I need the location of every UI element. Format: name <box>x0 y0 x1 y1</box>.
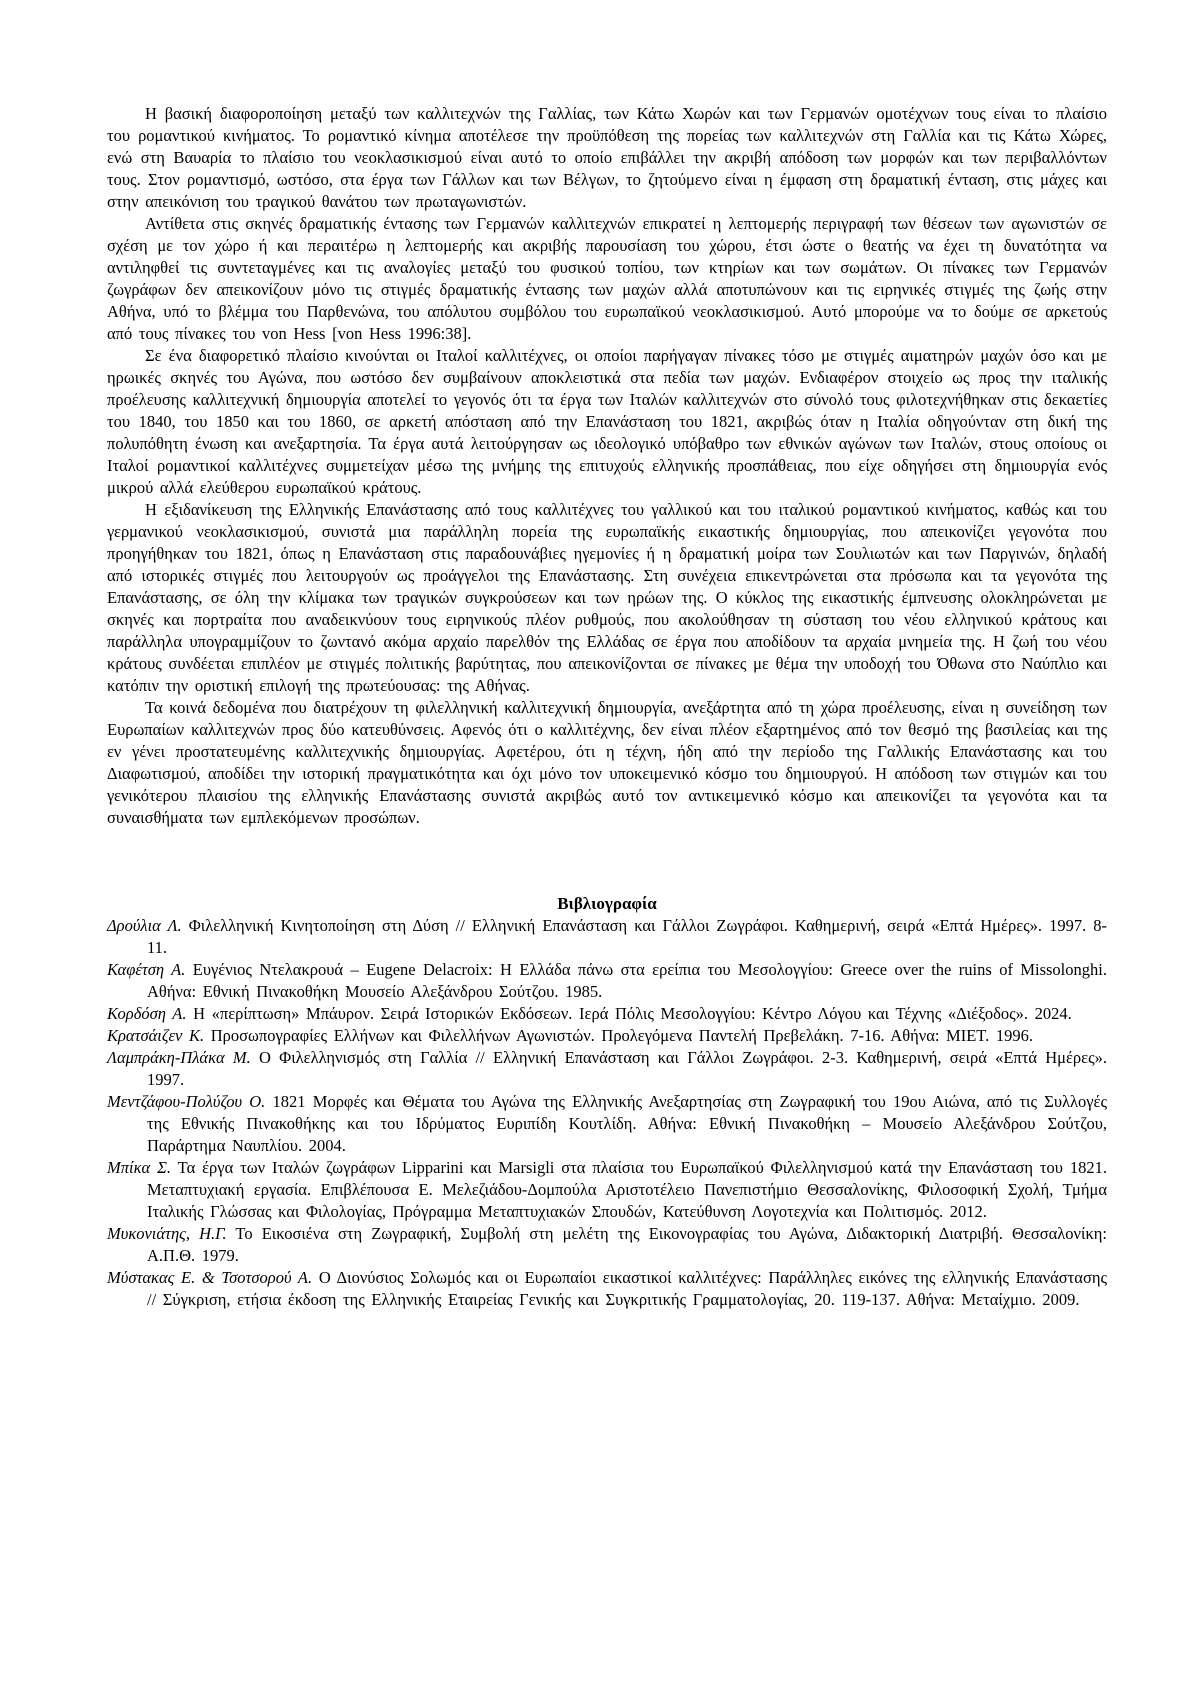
bibliography-entry-9 <box>107 1267 1107 1311</box>
bibliography-heading: Βιβλιογραφία <box>557 894 657 913</box>
bibliography-entry-text: Το Εικοσιένα στη Ζωγραφική, Συμβολή στη μελέτη της Εικονογραφίας του Αγώνα, Διδακτορική Διατριβή. Θεσσαλονίκη: Α.Π.Θ. 1979. <box>147 1224 1107 1265</box>
bibliography-entry-author: Μεντζάφου-Πολύζου Ο. <box>107 1092 266 1111</box>
bibliography-entry-author: Λαμπράκη-Πλάκα Μ. <box>107 1048 251 1067</box>
bibliography-entry-author: Κορδόση Α. <box>107 1004 187 1023</box>
body-paragraph-2: Αντίθετα στις σκηνές δραματικής έντασης των Γερμανών καλλιτεχνών επικρατεί η λεπτομερής περιγραφή των θέσεων των αγωνιστών σε σχέση με τον χώρο ή και περαιτέρω η λεπτομερής και ακριβής παρουσίαση του χώρου, έτσι ώστε ο θεατής να έχει τη δυνατότητα να αντιληφθεί τις συντεταγμένες και τις αναλογίες μεταξύ του φυσικού τοπίου, των κτηρίων και των σωμάτων. Οι πίνακες των Γερμανών ζωγράφων δεν απεικονίζουν μόνο τις στιγμές δραματικής έντασης των μαχών αλλά αποτυπώνουν και τις ειρηνικές στιγμές της ζωής στην Αθήνα, υπό το βλέμμα του Παρθενώνα, του απόλυτου συμβόλου του ευρωπαϊκού νεοκλασικισμού. Αυτό μπορούμε να το δούμε σε αρκετούς από τους πίνακες του von Hess [von Hess 1996:38]. <box>107 214 1107 343</box>
bibliography-entry-author: Μύστακας Ε. & Τσοτσορού Α. <box>107 1268 313 1287</box>
bibliography-entry-author: Μυκονιάτης, Η.Γ. <box>107 1224 227 1243</box>
bibliography-entry-7 <box>107 1157 1107 1223</box>
bibliography-entry-2 <box>107 959 1107 1003</box>
bibliography-entry-text: Ο Φιλελληνισμός στη Γαλλία // Ελληνική Επανάσταση και Γάλλοι Ζωγράφοι. 2-3. Καθημερινή, σειρά «Επτά Ημέρες». 1997. <box>147 1048 1108 1089</box>
body-paragraph-4: Η εξιδανίκευση της Ελληνικής Επανάστασης από τους καλλιτέχνες του γαλλικού και του ιταλικού ρομαντικού κινήματος, καθώς και του γερμανικού νεοκλασικισμού, συνιστά μια παράλληλη πορεία της ευρωπαϊκής εικαστικής δημιουργίας, που απεικονίζει γεγονότα που προηγήθηκαν του 1821, όπως η Επανάσταση στις παραδουνάβιες ηγεμονίες ή η δραματική μοίρα των Σουλιωτών και των Παργινών, δηλαδή από ιστορικές στιγμές που λειτουργούν ως προάγγελοι της Επανάστασης. Στη συνέχεια επικεντρώνεται στα πρόσωπα και τα γεγονότα της Επανάστασης, σε όλη την κλίμακα των τραγικών συγκρούσεων και των ηρώων της. Ο κύκλος της εικαστικής έμπνευσης ολοκληρώνεται με σκηνές και πορτραίτα που αναδεικνύουν τους ειρηνικούς πλέον ρυθμούς, που ακολούθησαν τη σύσταση του νέου ελληνικού κράτους και παράλληλα υπογραμμίζουν το ζωντανό ακόμα αρχαίο παρελθόν της Ελλάδας σε έργα που αποδίδουν τα αρχαία μνημεία της. Η ζωή του νέου κράτους συνδέεται επιπλέον με στιγμές πολιτικής βαρύτητας, που απεικονίζονται σε πίνακες με θέμα την υποδοχή του Όθωνα στο Ναύπλιο και κατόπιν την οριστική επιλογή της πρωτεύουσας: της Αθήνας. <box>107 500 1107 695</box>
bibliography-entry-author: Καφέτση Α. <box>107 960 186 979</box>
bibliography-entry-text: Η «περίπτωση» Μπάυρον. Σειρά Ιστορικών Εκδόσεων. Ιερά Πόλις Μεσολογγίου: Κέντρο Λόγου και Τέχνης «Διέξοδος». 2024. <box>193 1004 1072 1023</box>
bibliography-entry-8 <box>107 1223 1107 1267</box>
bibliography-entry-3 <box>107 1003 1107 1025</box>
bibliography-list <box>107 915 1107 1311</box>
bibliography-entry-text: 1821 Μορφές και Θέματα του Αγώνα της Ελληνικής Ανεξαρτησίας στη Ζωγραφική του 19ου Αιώνα, από τις Συλλογές της Εθνικής Πινακοθήκης και του Ιδρύματος Ευριπίδη Κουτλίδη. Αθήνα: Εθνική Πινακοθήκη – Μουσείο Αλεξάνδρου Σούτζου, Παράρτημα Ναυπλίου. 2004. <box>147 1092 1107 1155</box>
bibliography-entry-4 <box>107 1025 1107 1047</box>
bibliography-entry-author: Μπίκα Σ. <box>107 1158 172 1177</box>
page-content <box>107 103 1107 1311</box>
body-paragraph-1: Η βασική διαφοροποίηση μεταξύ των καλλιτεχνών της Γαλλίας, των Κάτω Χωρών και των Γερμανών ομοτέχνων τους είναι το πλαίσιο του ρομαντικού κινήματος. Το ρομαντικό κίνημα αποτέλεσε την προϋπόθεση της πορείας των καλλιτεχνών στη Γαλλία και τις Κάτω Χώρες, ενώ στη Βαυαρία το πλαίσιο του νεοκλασικισμού είναι αυτό το οποίο επιβάλλει την ακριβή απόδοση των μορφών και των περιβαλλόντων τους. Στον ρομαντισμό, ωστόσο, στα έργα των Γάλλων και των Βέλγων, το ζητούμενο είναι η έμφαση στη δραματική ένταση, στις μάχες και στην απεικόνιση του τραγικού θανάτου των πρωταγωνιστών. <box>107 104 1107 211</box>
bibliography-entry-author: Δρούλια Λ. <box>107 916 182 935</box>
bibliography-entry-text: Προσωπογραφίες Ελλήνων και Φιλελλήνων Αγωνιστών. Προλεγόμενα Παντελή Πρεβελάκη. 7-16. Αθήνα: ΜΙΕΤ. 1996. <box>210 1026 1034 1045</box>
bibliography-entry-text: Φιλελληνική Κινητοποίηση στη Δύση // Ελληνική Επανάσταση και Γάλλοι Ζωγράφοι. Καθημερινή, σειρά «Επτά Ημέρες». 1997. 8-11. <box>147 916 1107 957</box>
bibliography-entry-text: Τα έργα των Ιταλών ζωγράφων Lipparini και Marsigli στα πλαίσια του Ευρωπαϊκού Φιλελληνισμού κατά την Επανάσταση του 1821. Μεταπτυχιακή εργασία. Επιβλέπουσα Ε. Μελεζιάδου-Δομπούλα Αριστοτέλειο Πανεπιστήμιο Θεσσαλονίκης, Φιλοσοφική Σχολή, Τμήμα Ιταλικής Γλώσσας και Φιλολογίας, Πρόγραμμα Μεταπτυχιακών Σπουδών, Κατεύθυνση Λογοτεχνία και Πολιτισμός. 2012. <box>147 1158 1107 1221</box>
bibliography-entry-author: Κρατσάιζεν Κ. <box>107 1026 205 1045</box>
bibliography-entry-1 <box>107 915 1107 959</box>
body-paragraph-3: Σε ένα διαφορετικό πλαίσιο κινούνται οι Ιταλοί καλλιτέχνες, οι οποίοι παρήγαγαν πίνακες τόσο με στιγμές αιματηρών μαχών όσο και με ηρωικές σκηνές του Αγώνα, που ωστόσο δεν συμβαίνουν αποκλειστικά στα πεδία των μαχών. Ενδιαφέρον στοιχείο ως προς την ιταλικής προέλευσης καλλιτεχνική δημιουργία αποτελεί το γεγονός ότι τα έργα των Ιταλών καλλιτεχνών στο σύνολό τους φιλοτεχνήθηκαν στις δεκαετίες του 1840, του 1850 και του 1860, σε αρκετή απόσταση από την Επανάσταση του 1821, ακριβώς όταν η Ιταλία οδηγούνταν στη δική της πολυπόθητη ένωση και ανεξαρτησία. Τα έργα αυτά λειτούργησαν ως ιδεολογικό υπόβαθρο των εθνικών αγώνων των Ιταλών, στους οποίους οι Ιταλοί ρομαντικοί καλλιτέχνες συμμετείχαν μέσω της μνήμης της επιτυχούς ελληνικής προσπάθειας, που είχε οδηγήσει στη δημιουργία ενός μικρού αλλά ελεύθερου ευρωπαϊκού κράτους. <box>107 346 1107 497</box>
bibliography-entry-text: Ο Διονύσιος Σολωμός και οι Ευρωπαίοι εικαστικοί καλλιτέχνες: Παράλληλες εικόνες της ελληνικής Επανάστασης // Σύγκριση, ετήσια έκδοση της Ελληνικής Εταιρείας Γενικής και Συγκριτικής Γραμματολογίας, 20. 119-137. Αθήνα: Μεταίχμιο. 2009. <box>147 1268 1108 1309</box>
bibliography-entry-5 <box>107 1047 1107 1091</box>
bibliography-entry-6 <box>107 1091 1107 1157</box>
body-paragraph-5: Τα κοινά δεδομένα που διατρέχουν τη φιλελληνική καλλιτεχνική δημιουργία, ανεξάρτητα από τη χώρα προέλευσης, είναι η συνείδηση των Ευρωπαίων καλλιτεχνών προς δύο κατευθύνσεις. Αφενός ότι ο καλλιτέχνης, δεν είναι πλέον εξαρτημένος από τον θεσμό της βασιλείας και της εν γένει προστατευμένης καλλιτεχνικής δημιουργίας. Αφετέρου, ότι η τέχνη, ήδη από την περίοδο της Γαλλικής Επανάστασης και του Διαφωτισμού, αποδίδει την ιστορική πραγματικότητα και όχι μόνο τον υποκειμενικό κόσμο του δημιουργού. Η απόδοση των στιγμών και του γενικότερου πλαισίου της ελληνικής Επανάστασης συνιστά ακριβώς αυτό τον αντικειμενικό κόσμο και απεικονίζει τα γεγονότα και τα συναισθήματα των εμπλεκόμενων προσώπων. <box>107 698 1107 827</box>
bibliography-entry-text: Ευγένιος Ντελακρουά – Eugene Delacroix: Η Ελλάδα πάνω στα ερείπια του Μεσολογγίου: Greece over the ruins of Missolonghi. Αθήνα: Εθνική Πινακοθήκη Μουσείο Αλεξάνδρου Σούτζου. 1985. <box>147 960 1107 1001</box>
